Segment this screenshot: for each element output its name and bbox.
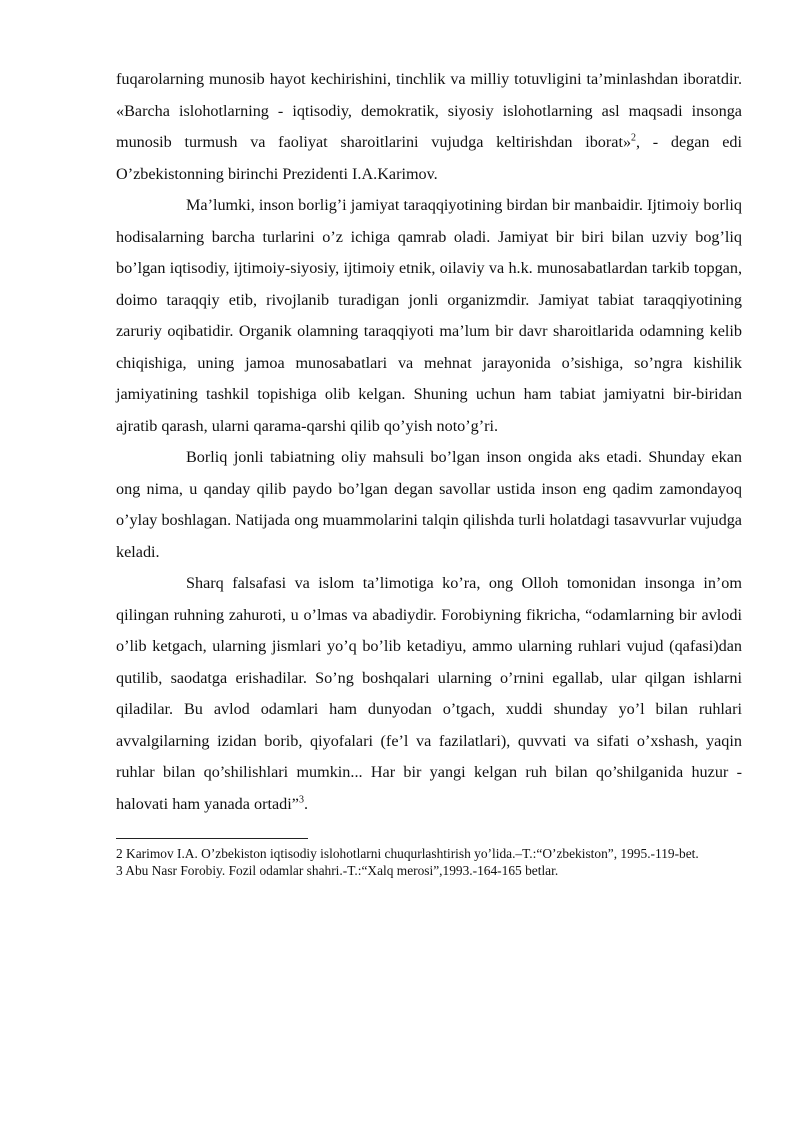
paragraph-tail: , - degan edi O’zbekistonning birinchi Prezidenti I.A.Karimov. [116,133,742,183]
footnote-3: 3 Abu Nasr Forobiy. Fozil odamlar shahri.-T.:“Xalq merosi”,1993.-164-165 betlar. [116,863,559,878]
paragraph-2 [116,190,742,442]
footnote-2: 2 Karimov I.A. O’zbekiston iqtisodiy islohotlarni chuqurlashtirish yo’lida.–T.:“O’zbekiston”, 1995.-119-bet. [116,846,699,861]
footnote-ref-2: 2 [631,132,637,144]
paragraph-text: Borliq jonli tabiatning oliy mahsuli bo’lgan inson ongida aks etadi. Shunday ekan ong nima, u qanday qilib paydo bo’lgan degan savollar ustida inson eng qadim zamondayoq o’ylay boshlagan. Natijada ong muammolarini talqin qilishda turli holatdagi tasavvurlar vujudga keladi. [116,448,742,561]
paragraph-1 [116,64,742,190]
paragraph-text: Sharq falsafasi va islom ta’limotiga ko’ra, ong Olloh tomonidan insonga in’om qilingan ruhning zahuroti, u o’lmas va abadiydir. Forobiyning fikricha, “odamlarning bir avlodi o’lib ketgach, ularning jismlari yo’q bo’lib ketadiyu, ammo ularning ruhlari vujud (qafasi)dan qutilib, saodatga erishadilar. So’ng boshqalari ularning o’rnini egallab, ular qilgan ishlarni qiladilar. Bu avlod odamlari ham dunyodan o’tgach, xuddi shunday yo’l bilan ruhlari avvalgilarning izidan borib, qiyofalari (fe’l va fazilatlari), quvvati va sifati o’xshash, yaqin ruhlar bilan qo’shilishlari mumkin... Har bir yangi kelgan ruh bilan qo’shilganida huzur - halovati ham yanada ortadi” [116,574,742,813]
paragraph-3 [116,442,742,568]
paragraph-4 [116,568,742,820]
footnote-separator [116,838,308,839]
paragraph-tail: . [303,794,308,813]
paragraph-text: fuqarolarning munosib hayot kechirishini, tinchlik va milliy totuvligini ta’minlashdan iboratdir. «Barcha islohotlarning - iqtisodiy, demokratik, siyosiy islohotlarning asl maqsadi insonga munosib turmush va faoliyat sharoitlarini vujudga keltirishdan iborat» [116,70,742,151]
paragraph-text: Ma’lumki, inson borlig’i jamiyat taraqqiyotining birdan bir manbaidir. Ijtimoiy borliq hodisalarning barcha turlarini o’z ichiga qamrab oladi. Jamiyat bir biri bilan uzviy bog’liq bo’lgan iqtisodiy, ijtimoiy-siyosiy, ijtimoiy etnik, oilaviy va h.k. munosabatlardan tarkib topgan, doimo taraqqiy etib, rivojlanib turadigan jonli organizmdir. Jamiyat tabiat taraqqiyotining zaruriy oqibatidir. Organik olamning taraqqiyoti ma’lum bir davr sharoitlarida odamning kelib chiqishiga, uning jamoa munosabatlari va mehnat jarayonida o’sishiga, so’ngra kishilik jamiyatining tashkil topishiga olib kelgan. Shuning uchun ham tabiat jamiyatni bir-biridan ajratib qarash, ularni qarama-qarshi qilib qo’yish noto’g’ri. [116,196,742,435]
footnote-ref-3: 3 [298,794,304,806]
